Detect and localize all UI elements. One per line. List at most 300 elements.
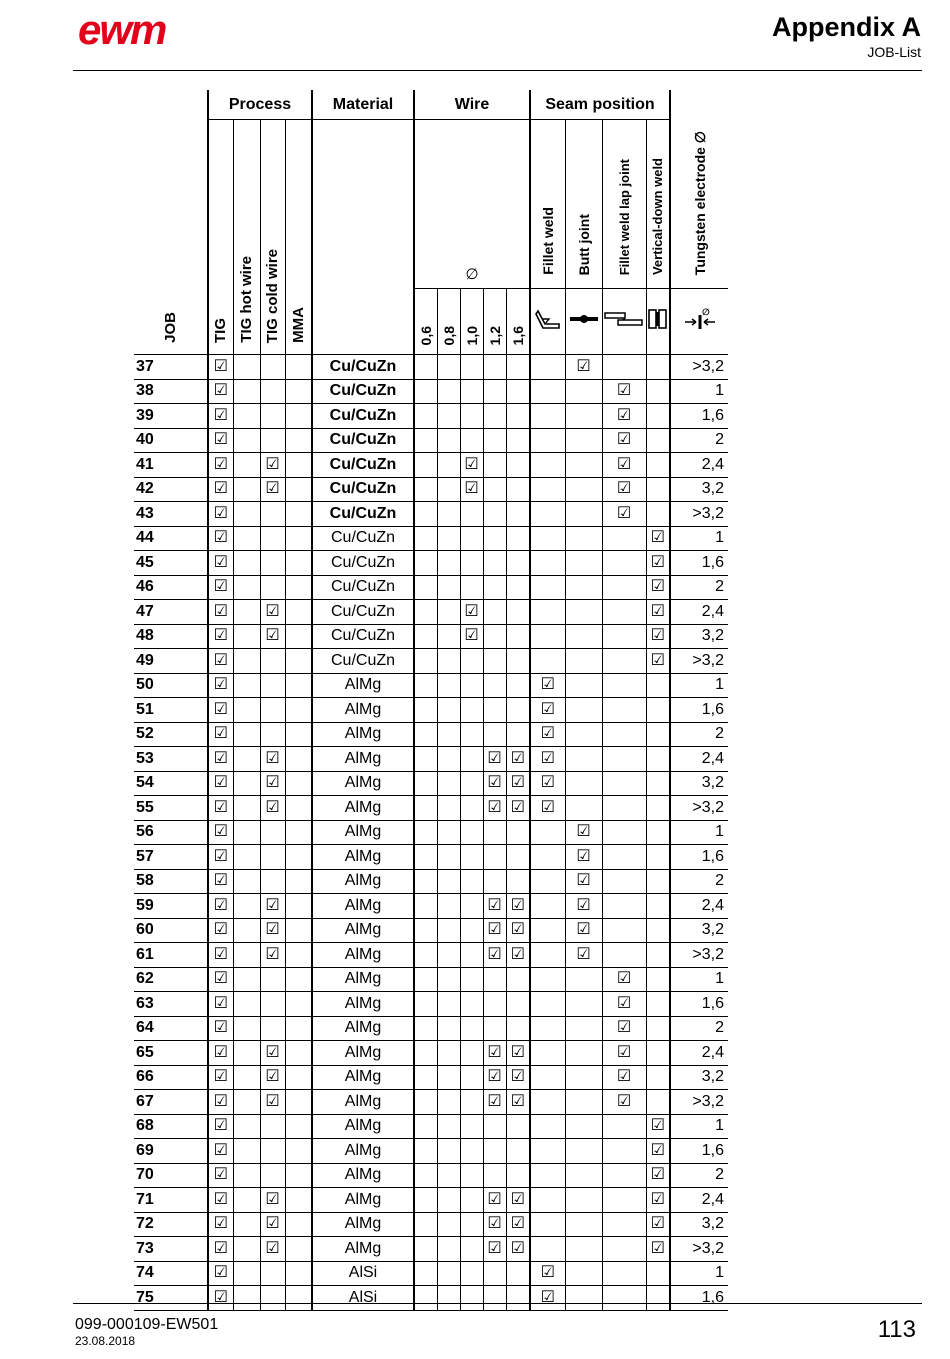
tungsten-diameter: 2 (670, 575, 728, 600)
material: AlMg (312, 869, 414, 894)
seam-lap-check: ☑ (602, 992, 646, 1017)
wire-check-1-0 (460, 1237, 483, 1262)
seam-lap-check: ☑ (602, 379, 646, 404)
tungsten-diameter-symbol: ∅ (701, 308, 710, 318)
material: AlMg (312, 771, 414, 796)
seam-fillet-check (530, 1188, 565, 1213)
tig-hot-wire-check (233, 869, 260, 894)
table-row (134, 820, 728, 845)
wire-check-1-0 (460, 649, 483, 674)
tig-hot-wire-check (233, 1163, 260, 1188)
seam-fillet-check (530, 1041, 565, 1066)
wire-check-1-2: ☑ (483, 1237, 506, 1262)
col-tig-cold-wire-header: TIG cold wire (260, 120, 285, 355)
seam-vertical-check (646, 502, 670, 527)
seam-fillet-check (530, 992, 565, 1017)
job-number: 62 (134, 967, 208, 992)
seam-fillet-check (530, 624, 565, 649)
seam-lap-check (602, 722, 646, 747)
tig-cold-wire-check: ☑ (260, 943, 285, 968)
seam-butt-check (565, 1237, 602, 1262)
wire-check-1-0: ☑ (460, 600, 483, 625)
tig-cold-wire-check: ☑ (260, 1065, 285, 1090)
tig-check: ☑ (208, 551, 233, 576)
wire-check-1-0 (460, 1188, 483, 1213)
tig-hot-wire-check (233, 698, 260, 723)
tig-hot-wire-check (233, 796, 260, 821)
tungsten-diameter: 2 (670, 1163, 728, 1188)
wire-check-0-8 (437, 845, 460, 870)
tig-cold-wire-check (260, 698, 285, 723)
job-number: 64 (134, 1016, 208, 1041)
seam-fillet-check (530, 575, 565, 600)
mma-check (285, 624, 312, 649)
tig-hot-wire-check (233, 649, 260, 674)
wire-diameter-symbol: ∅ (465, 266, 479, 283)
seam-lap-check (602, 526, 646, 551)
tig-hot-wire-check (233, 600, 260, 625)
wire-check-0-6 (414, 1188, 437, 1213)
material: AlSi (312, 1286, 414, 1311)
seam-fillet-check: ☑ (530, 1286, 565, 1311)
wire-check-1-2: ☑ (483, 1090, 506, 1115)
seam-lap-check (602, 1188, 646, 1213)
material: Cu/CuZn (312, 526, 414, 551)
table-row (134, 1163, 728, 1188)
wire-check-1-6: ☑ (506, 1065, 530, 1090)
table-row (134, 1188, 728, 1213)
tungsten-diameter: 3,2 (670, 624, 728, 649)
wire-check-1-6 (506, 967, 530, 992)
tungsten-diameter: 1 (670, 820, 728, 845)
seam-lap-check: ☑ (602, 477, 646, 502)
job-number: 47 (134, 600, 208, 625)
table-row (134, 1212, 728, 1237)
page-subtitle: JOB-List (867, 44, 921, 60)
wire-check-0-6 (414, 1139, 437, 1164)
seam-vertical-check: ☑ (646, 624, 670, 649)
seam-lap-check (602, 1139, 646, 1164)
tig-hot-wire-check (233, 1041, 260, 1066)
table-row (134, 379, 728, 404)
wire-check-1-0: ☑ (460, 453, 483, 478)
seam-butt-check (565, 649, 602, 674)
wire-check-0-6 (414, 918, 437, 943)
tungsten-diameter: >3,2 (670, 943, 728, 968)
tig-hot-wire-check (233, 526, 260, 551)
seam-vertical-check (646, 918, 670, 943)
tig-check: ☑ (208, 502, 233, 527)
table-row (134, 796, 728, 821)
tig-cold-wire-check (260, 404, 285, 429)
mma-check (285, 1114, 312, 1139)
tig-cold-wire-check: ☑ (260, 453, 285, 478)
table-row (134, 1016, 728, 1041)
wire-check-1-6 (506, 1139, 530, 1164)
tig-check: ☑ (208, 575, 233, 600)
tig-hot-wire-check (233, 747, 260, 772)
tig-check: ☑ (208, 1041, 233, 1066)
wire-check-1-6: ☑ (506, 918, 530, 943)
wire-check-0-6 (414, 404, 437, 429)
tig-cold-wire-check: ☑ (260, 1041, 285, 1066)
seam-butt-check (565, 600, 602, 625)
seam-fillet-check (530, 1237, 565, 1262)
seam-fillet-check: ☑ (530, 771, 565, 796)
wire-check-0-6 (414, 1016, 437, 1041)
col-job-header: JOB (162, 312, 179, 343)
seam-fillet-check (530, 600, 565, 625)
wire-check-1-0 (460, 967, 483, 992)
wire-check-0-8 (437, 1065, 460, 1090)
table-row (134, 771, 728, 796)
wire-check-1-6: ☑ (506, 796, 530, 821)
wire-check-1-2 (483, 404, 506, 429)
material: Cu/CuZn (312, 453, 414, 478)
seam-lap-check (602, 747, 646, 772)
tig-cold-wire-check (260, 992, 285, 1017)
tig-hot-wire-check (233, 502, 260, 527)
seam-lap-check (602, 918, 646, 943)
wire-check-1-2 (483, 1114, 506, 1139)
job-number: 68 (134, 1114, 208, 1139)
wire-check-1-0 (460, 918, 483, 943)
job-number: 73 (134, 1237, 208, 1262)
seam-butt-check (565, 698, 602, 723)
table-row (134, 1065, 728, 1090)
wire-check-1-2: ☑ (483, 1188, 506, 1213)
mma-check (285, 428, 312, 453)
wire-check-0-8 (437, 453, 460, 478)
seam-lap-check: ☑ (602, 404, 646, 429)
seam-lap-check (602, 1286, 646, 1311)
tig-hot-wire-check (233, 722, 260, 747)
material: Cu/CuZn (312, 477, 414, 502)
seam-butt-check (565, 1090, 602, 1115)
material: Cu/CuZn (312, 428, 414, 453)
tig-cold-wire-check (260, 1163, 285, 1188)
material: AlMg (312, 1090, 414, 1115)
tig-check: ☑ (208, 1065, 233, 1090)
document-date: 23.08.2018 (75, 1334, 136, 1348)
group-process: Process (208, 90, 312, 120)
table-row (134, 1237, 728, 1262)
tig-hot-wire-check (233, 453, 260, 478)
wire-check-1-2 (483, 1163, 506, 1188)
seam-vertical-check (646, 796, 670, 821)
seam-vertical-check (646, 428, 670, 453)
mma-check (285, 1016, 312, 1041)
mma-check (285, 1065, 312, 1090)
tig-cold-wire-check: ☑ (260, 1188, 285, 1213)
wire-check-0-6 (414, 428, 437, 453)
wire-check-1-6: ☑ (506, 894, 530, 919)
wire-check-1-2 (483, 379, 506, 404)
wire-size-0-8: 0,8 (437, 289, 460, 355)
wire-check-0-8 (437, 1090, 460, 1115)
seam-vertical-check (646, 943, 670, 968)
group-seam-position: Seam position (530, 90, 670, 120)
wire-check-0-8 (437, 1212, 460, 1237)
seam-lap-check (602, 698, 646, 723)
mma-check (285, 453, 312, 478)
job-list-table (134, 90, 728, 1311)
table-row (134, 698, 728, 723)
wire-check-1-0 (460, 1286, 483, 1311)
table-row (134, 992, 728, 1017)
wire-check-1-0 (460, 747, 483, 772)
tig-check: ☑ (208, 1237, 233, 1262)
wire-check-0-6 (414, 575, 437, 600)
wire-check-1-6: ☑ (506, 1237, 530, 1262)
group-wire: Wire (414, 90, 530, 120)
tig-hot-wire-check (233, 1261, 260, 1286)
seam-fillet-check (530, 428, 565, 453)
wire-check-1-2 (483, 477, 506, 502)
seam-butt-check (565, 1261, 602, 1286)
tig-check: ☑ (208, 600, 233, 625)
tig-cold-wire-check (260, 649, 285, 674)
seam-fillet-check (530, 869, 565, 894)
mma-check (285, 820, 312, 845)
table-row (134, 428, 728, 453)
tig-hot-wire-check (233, 355, 260, 380)
wire-check-1-0 (460, 771, 483, 796)
wire-check-1-0 (460, 502, 483, 527)
tig-check: ☑ (208, 526, 233, 551)
tig-hot-wire-check (233, 943, 260, 968)
col-butt-joint-header: Butt joint (565, 120, 602, 289)
tungsten-diameter: 3,2 (670, 1065, 728, 1090)
seam-vertical-check (646, 1016, 670, 1041)
material: AlMg (312, 894, 414, 919)
tig-cold-wire-check (260, 379, 285, 404)
tig-check: ☑ (208, 1090, 233, 1115)
wire-check-1-2 (483, 453, 506, 478)
job-number: 70 (134, 1163, 208, 1188)
wire-check-0-8 (437, 1286, 460, 1311)
mma-check (285, 649, 312, 674)
tig-cold-wire-check (260, 355, 285, 380)
col-tig-header: TIG (208, 120, 233, 355)
material: AlMg (312, 845, 414, 870)
seam-butt-check (565, 624, 602, 649)
table-row (134, 649, 728, 674)
seam-fillet-check (530, 1090, 565, 1115)
table-row (134, 453, 728, 478)
seam-lap-check (602, 869, 646, 894)
mma-check (285, 600, 312, 625)
seam-vertical-check (646, 1261, 670, 1286)
tig-hot-wire-check (233, 918, 260, 943)
tig-check: ☑ (208, 355, 233, 380)
wire-check-1-2: ☑ (483, 796, 506, 821)
seam-butt-check: ☑ (565, 943, 602, 968)
wire-check-1-0 (460, 1090, 483, 1115)
seam-lap-check (602, 1114, 646, 1139)
tig-check: ☑ (208, 379, 233, 404)
seam-butt-check (565, 1212, 602, 1237)
material: AlMg (312, 1188, 414, 1213)
wire-check-1-0 (460, 845, 483, 870)
mma-check (285, 771, 312, 796)
wire-check-1-6 (506, 722, 530, 747)
wire-check-0-6 (414, 747, 437, 772)
ewm-logo (78, 10, 213, 55)
wire-check-1-0 (460, 575, 483, 600)
wire-check-1-6 (506, 1114, 530, 1139)
tig-cold-wire-check: ☑ (260, 918, 285, 943)
table-row (134, 1090, 728, 1115)
wire-check-0-8 (437, 1261, 460, 1286)
tungsten-diameter: 2,4 (670, 600, 728, 625)
wire-check-0-8 (437, 1163, 460, 1188)
seam-fillet-check (530, 1139, 565, 1164)
tig-check: ☑ (208, 1114, 233, 1139)
col-material-header (312, 120, 414, 355)
material: AlMg (312, 992, 414, 1017)
tungsten-diameter: 1 (670, 1261, 728, 1286)
seam-lap-check: ☑ (602, 1065, 646, 1090)
seam-fillet-check: ☑ (530, 698, 565, 723)
tig-hot-wire-check (233, 673, 260, 698)
mma-check (285, 502, 312, 527)
job-number: 75 (134, 1286, 208, 1311)
tig-check: ☑ (208, 1188, 233, 1213)
seam-lap-check (602, 1237, 646, 1262)
tig-hot-wire-check (233, 379, 260, 404)
tig-cold-wire-check (260, 673, 285, 698)
seam-vertical-check: ☑ (646, 1188, 670, 1213)
tungsten-diameter: 1,6 (670, 845, 728, 870)
tungsten-diameter: 2 (670, 869, 728, 894)
seam-vertical-check: ☑ (646, 1212, 670, 1237)
tig-check: ☑ (208, 918, 233, 943)
tig-check: ☑ (208, 453, 233, 478)
seam-fillet-check (530, 943, 565, 968)
table-row (134, 943, 728, 968)
wire-check-0-8 (437, 1016, 460, 1041)
job-number: 38 (134, 379, 208, 404)
wire-check-1-6 (506, 453, 530, 478)
col-tungsten-header: Tungsten electrode ∅ (670, 90, 728, 289)
wire-check-1-2 (483, 428, 506, 453)
job-number: 40 (134, 428, 208, 453)
wire-check-1-6 (506, 992, 530, 1017)
seam-vertical-check (646, 379, 670, 404)
wire-check-1-0 (460, 379, 483, 404)
wire-check-0-6 (414, 551, 437, 576)
job-number: 60 (134, 918, 208, 943)
wire-check-1-6 (506, 649, 530, 674)
wire-check-0-8 (437, 477, 460, 502)
tig-cold-wire-check (260, 722, 285, 747)
table-row (134, 526, 728, 551)
group-material: Material (312, 90, 414, 120)
seam-fillet-check (530, 1065, 565, 1090)
wire-check-1-0 (460, 796, 483, 821)
tig-hot-wire-check (233, 1016, 260, 1041)
seam-butt-check (565, 992, 602, 1017)
seam-butt-check (565, 575, 602, 600)
seam-butt-check (565, 796, 602, 821)
tungsten-diameter: >3,2 (670, 1237, 728, 1262)
seam-lap-check (602, 355, 646, 380)
wire-check-1-2 (483, 1139, 506, 1164)
wire-check-1-2 (483, 551, 506, 576)
tig-check: ☑ (208, 894, 233, 919)
wire-check-0-8 (437, 967, 460, 992)
wire-check-0-8 (437, 379, 460, 404)
mma-check (285, 477, 312, 502)
wire-check-1-0 (460, 673, 483, 698)
seam-vertical-check (646, 404, 670, 429)
tungsten-diameter: 2 (670, 1016, 728, 1041)
tig-hot-wire-check (233, 992, 260, 1017)
wire-check-1-6 (506, 404, 530, 429)
material: Cu/CuZn (312, 551, 414, 576)
wire-check-1-2 (483, 673, 506, 698)
wire-check-0-8 (437, 526, 460, 551)
wire-check-1-2: ☑ (483, 1212, 506, 1237)
seam-butt-check (565, 673, 602, 698)
tungsten-diameter: 1 (670, 967, 728, 992)
tig-check: ☑ (208, 649, 233, 674)
col-fillet-lap-header: Fillet weld lap joint (602, 120, 646, 289)
wire-check-0-8 (437, 747, 460, 772)
tungsten-electrode-diameter-icon (670, 289, 728, 355)
wire-check-1-6 (506, 1163, 530, 1188)
mma-check (285, 1041, 312, 1066)
tig-cold-wire-check: ☑ (260, 894, 285, 919)
mma-check (285, 551, 312, 576)
wire-check-1-6 (506, 845, 530, 870)
tig-check: ☑ (208, 1212, 233, 1237)
seam-butt-check: ☑ (565, 820, 602, 845)
job-number: 55 (134, 796, 208, 821)
tig-check: ☑ (208, 404, 233, 429)
butt-joint-icon (565, 289, 602, 355)
mma-check (285, 722, 312, 747)
tungsten-diameter: 1 (670, 673, 728, 698)
material: Cu/CuZn (312, 575, 414, 600)
tig-cold-wire-check: ☑ (260, 1090, 285, 1115)
table-row (134, 600, 728, 625)
tungsten-diameter: 2,4 (670, 1041, 728, 1066)
wire-check-0-8 (437, 624, 460, 649)
wire-check-1-6 (506, 428, 530, 453)
wire-check-1-0: ☑ (460, 477, 483, 502)
wire-check-0-8 (437, 943, 460, 968)
tungsten-diameter: >3,2 (670, 502, 728, 527)
wire-check-0-8 (437, 551, 460, 576)
wire-check-0-6 (414, 624, 437, 649)
wire-check-1-6: ☑ (506, 943, 530, 968)
mma-check (285, 967, 312, 992)
table-row (134, 551, 728, 576)
seam-fillet-check (530, 526, 565, 551)
job-number: 67 (134, 1090, 208, 1115)
wire-check-0-6 (414, 967, 437, 992)
wire-check-0-8 (437, 649, 460, 674)
wire-check-1-6 (506, 575, 530, 600)
job-number: 49 (134, 649, 208, 674)
wire-check-1-0 (460, 1114, 483, 1139)
wire-check-1-6: ☑ (506, 771, 530, 796)
job-number: 56 (134, 820, 208, 845)
tig-cold-wire-check (260, 1261, 285, 1286)
tig-hot-wire-check (233, 428, 260, 453)
